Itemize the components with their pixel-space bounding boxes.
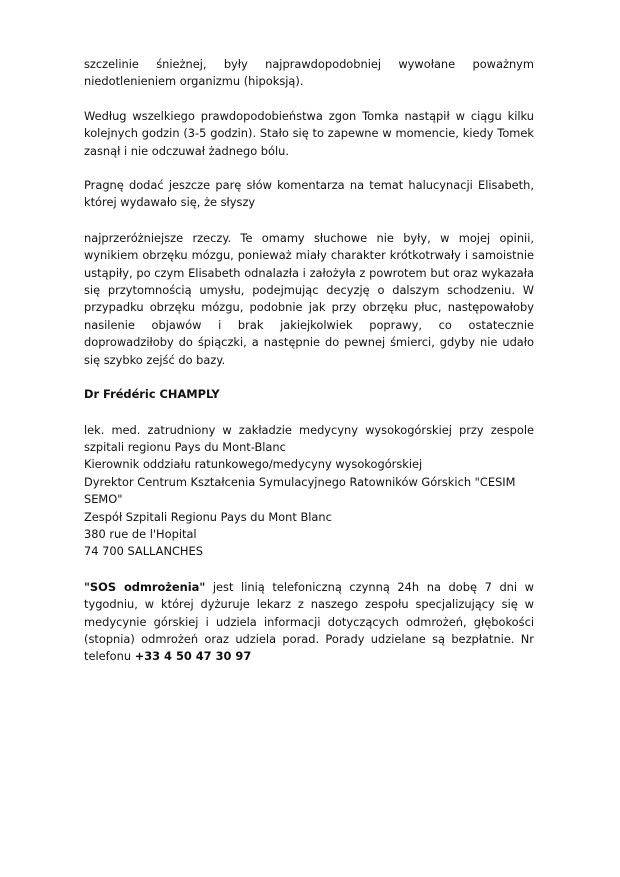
author-line: Kierownik oddziału ratunkowego/medycyny wysokogórskiej — [84, 457, 423, 472]
author-details — [84, 422, 534, 561]
sos-paragraph — [84, 579, 534, 666]
paragraph-hypoxia: szczelinie śnieżnej, były najprawdopodobniej wywołane poważnym niedotlenieniem organizmu (hipoksją). — [84, 57, 534, 89]
sos-title: "SOS odmrożenia" — [84, 579, 206, 594]
author-line: lek. med. zatrudniony w zakładzie medycyny wysokogórskiej przy zespole szpitali regionu Pays du Mont-Blanc — [84, 422, 534, 454]
paragraph-death-time: Według wszelkiego prawdopodobieństwa zgon Tomka nastąpił w ciągu kilku kolejnych godzin (3-5 godzin). Stało się to zapewne w momencie, kiedy Tomek zasnął i nie odczuwał żadnego bólu. — [84, 108, 534, 158]
author-line: 74 700 SALLANCHES — [84, 544, 203, 559]
sos-phone: +33 4 50 47 30 97 — [134, 649, 252, 664]
document-page — [84, 56, 534, 666]
paragraph-hallucinations-detail: najprzeróżniejsze rzeczy. Te omamy słuchowe nie były, w mojej opinii, wynikiem obrzęku mózgu, ponieważ miały charakter krótkotrwały i samoistnie ustąpiły, po czym Elisabeth odnalazła i założyła z powrotem but oraz wykazała się przytomnością umysłu, podejmując decyzję o dalszym schodzeniu. W przypadku obrzęku mózgu, podobnie jak przy obrzęku płuc, następowałoby nasilenie objawów i brak jakiejkolwiek poprawy, co ostatecznie doprowadziłoby do śpiączki, a następnie do pewnej śmierci, gdyby nie udało się szybko zejść do bazy. — [84, 230, 534, 367]
paragraph-hallucinations-intro: Pragnę dodać jeszcze parę słów komentarza na temat halucynacji Elisabeth, której wydawało się, że słyszy — [84, 178, 534, 210]
sos-text: jest linią telefoniczną czynną 24h na dobę 7 dni w tygodniu, w której dyżuruje lekarz z naszego zespołu specjalizujący się w medycynie górskiej i udziela informacji dotyczących odmrożeń, głębokości (stopnia) odmrożeń oraz udziela porad. Porady udzielane są bezpłatnie. Nr telefonu — [84, 579, 534, 664]
author-name: Dr Frédéric CHAMPLY — [84, 387, 220, 402]
author-line: Dyrektor Centrum Kształcenia Symulacyjnego Ratowników Górskich "CESIM SEMO" — [84, 474, 516, 507]
author-line: Zespół Szpitali Regionu Pays du Mont Blanc — [84, 509, 332, 524]
author-line: 380 rue de l'Hopital — [84, 526, 197, 541]
